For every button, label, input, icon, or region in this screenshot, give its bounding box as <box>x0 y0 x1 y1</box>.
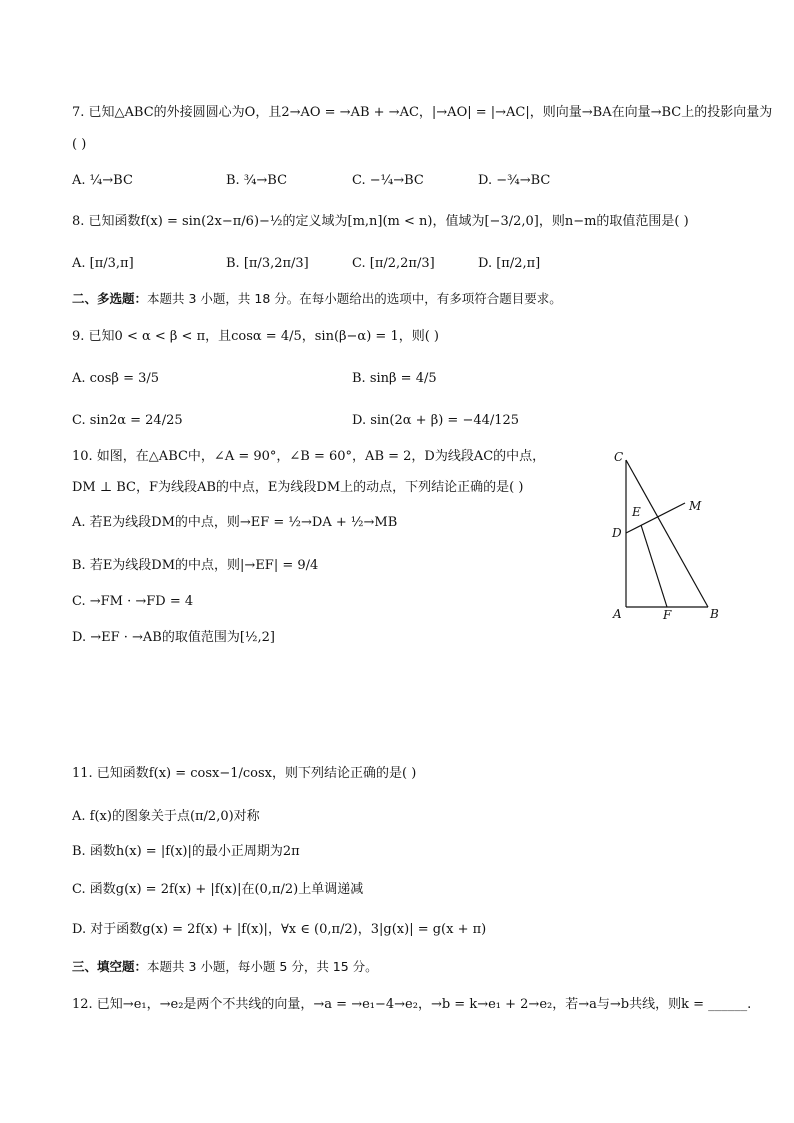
q11-option-d: D. 对于函数g(x) = 2f(x) + |f(x)|，∀x ∈ (0,π/2)，3|g(x)| = g(x + π) <box>72 922 487 937</box>
q9-option-d: D. sin(2α + β) = −44/125 <box>352 413 520 428</box>
q10-stem-line2: DM ⊥ BC，F为线段AB的中点，E为线段DM上的动点，下列结论正确的是( ) <box>72 480 524 495</box>
q10-label-a: A <box>613 607 622 621</box>
q10-label-e: E <box>632 505 641 519</box>
q8-option-b: B. [π/3,2π/3] <box>226 256 309 271</box>
section-3-label: 三、填空题： <box>72 959 148 974</box>
section-3-text: 本题共 3 小题，每小题 5 分，共 15 分。 <box>147 959 378 974</box>
q7-option-b: B. ¾→BC <box>226 173 288 188</box>
q11-option-b: B. 函数h(x) = |f(x)|的最小正周期为2π <box>72 844 300 859</box>
q7-option-a: A. ¼→BC <box>72 173 133 188</box>
q10-option-a: A. 若E为线段DM的中点，则→EF = ½→DA + ½→MB <box>72 515 398 530</box>
q12-stem: 12. 已知→e₁，→e₂是两个不共线的向量，→a = →e₁−4→e₂，→b = k→e₁ + 2→e₂，若→a与→b共线，则k = ______. <box>72 997 752 1012</box>
q10-label-b: B <box>710 607 719 621</box>
q10-option-c: C. →FM · →FD = 4 <box>72 594 194 609</box>
q11-option-c: C. 函数g(x) = 2f(x) + |f(x)|在(0,π/2)上单调递减 <box>72 882 364 897</box>
q7-option-c: C. −¼→BC <box>352 173 424 188</box>
q9-option-c: C. sin2α = 24/25 <box>72 413 183 428</box>
q10-option-d: D. →EF · →AB的取值范围为[½,2] <box>72 630 276 645</box>
section-2-text: 本题共 3 小题，共 18 分。在每小题给出的选项中，有多项符合题目要求。 <box>147 291 562 306</box>
q8-option-d: D. [π/2,π] <box>478 256 541 271</box>
q10-stem-line1: 10. 如图，在△ABC中，∠A = 90°，∠B = 60°，AB = 2，D为线段AC的中点， <box>72 449 546 464</box>
section-2-label: 二、多选题： <box>72 291 148 306</box>
q10-label-m: M <box>689 499 702 513</box>
q11-option-a: A. f(x)的图象关于点(π/2,0)对称 <box>72 809 260 824</box>
q8-option-a: A. [π/3,π] <box>72 256 134 271</box>
q8-option-c: C. [π/2,2π/3] <box>352 256 435 271</box>
q8-stem: 8. 已知函数f(x) = sin(2x−π/6)−½的定义域为[m,n](m < n)，值域为[−3/2,0]，则n−m的取值范围是( ) <box>72 214 689 229</box>
section-2-heading <box>72 290 562 308</box>
q9-option-b: B. sinβ = 4/5 <box>352 371 437 386</box>
q10-option-b: B. 若E为线段DM的中点，则|→EF| = 9/4 <box>72 558 319 573</box>
q10-label-f: F <box>663 608 672 622</box>
q7-option-d: D. −¾→BC <box>478 173 551 188</box>
q10-label-c: C <box>614 450 624 464</box>
q10-triangle-figure <box>600 445 730 630</box>
q10-label-d: D <box>612 526 622 540</box>
q9-stem: 9. 已知0 < α < β < π，且cosα = 4/5，sin(β−α) = 1，则( ) <box>72 329 439 344</box>
q9-option-a: A. cosβ = 3/5 <box>72 371 160 386</box>
section-3-heading <box>72 958 378 976</box>
q7-paren: ( ) <box>72 137 87 152</box>
q7-stem: 7. 已知△ABC的外接圆圆心为O，且2→AO = →AB + →AC，|→AO| = |→AC|，则向量→BA在向量→BC上的投影向量为 <box>72 105 773 120</box>
q11-stem: 11. 已知函数f(x) = cosx−1/cosx，则下列结论正确的是( ) <box>72 766 417 781</box>
